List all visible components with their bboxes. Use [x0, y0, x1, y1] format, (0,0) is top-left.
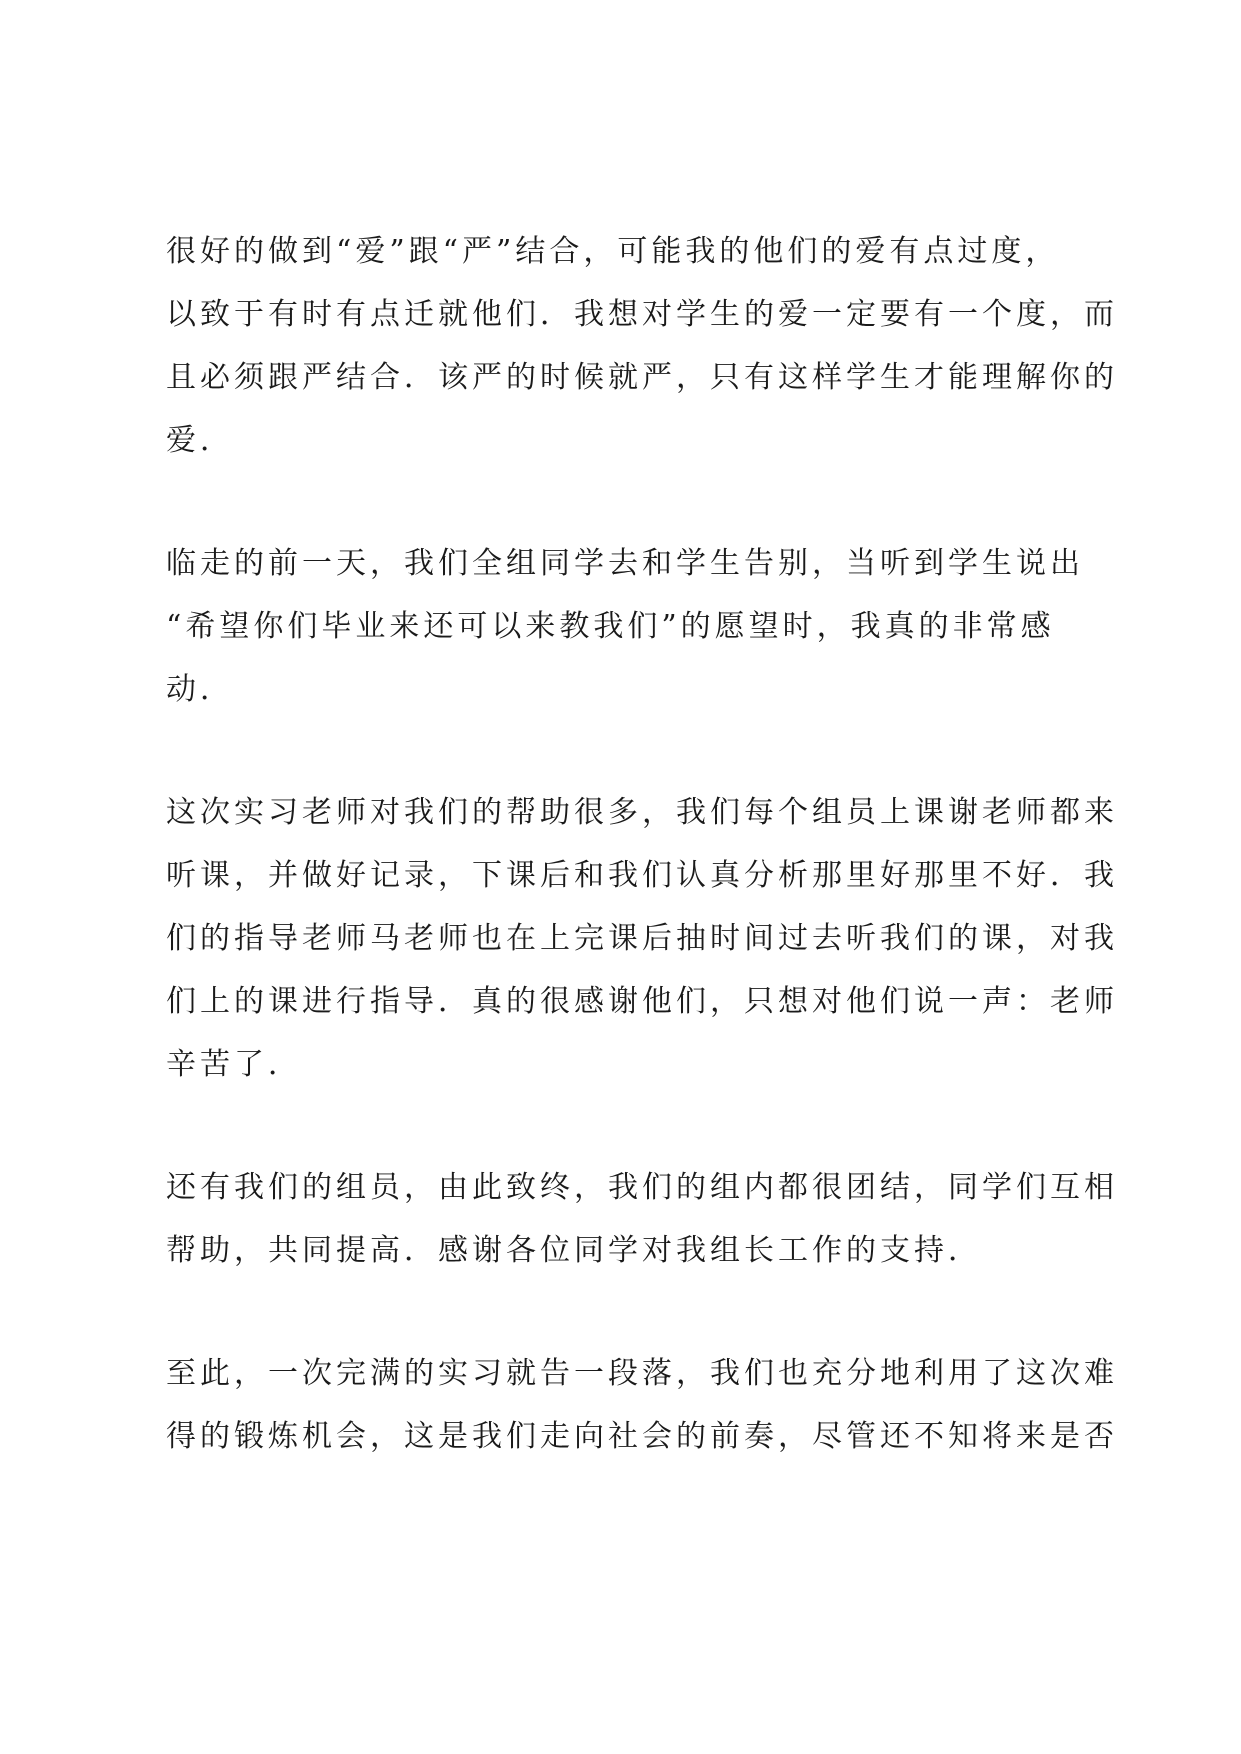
text-line: 还有我们的组员，由此致终，我们的组内都很团结，同学们互相	[166, 1170, 1118, 1205]
text-line: 们的指导老师马老师也在上完课后抽时间过去听我们的课，对我	[166, 921, 1118, 956]
paragraph-5	[166, 1342, 1118, 1468]
paragraph-3	[166, 781, 1118, 1096]
text-line: 临走的前一天，我们全组同学去和学生告别，当听到学生说出	[166, 546, 1084, 581]
text-line: 以致于有时有点迁就他们．我想对学生的爱一定要有一个度，而	[166, 297, 1118, 332]
text-line: 帮助，共同提高．感谢各位同学对我组长工作的支持．	[166, 1233, 982, 1268]
text-line: “希望你们毕业来还可以来教我们”的愿望时，我真的非常感	[166, 609, 1055, 644]
text-line: 至此，一次完满的实习就告一段落，我们也充分地利用了这次难	[166, 1356, 1118, 1391]
text-line: 动．	[166, 672, 234, 707]
text-line: 辛苦了．	[166, 1047, 302, 1082]
document-body	[166, 220, 1118, 1528]
paragraph-4	[166, 1156, 1118, 1282]
paragraph-2	[166, 532, 1096, 721]
text-line: 们上的课进行指导．真的很感谢他们，只想对他们说一声：老师	[166, 984, 1118, 1019]
text-line: 听课，并做好记录，下课后和我们认真分析那里好那里不好．我	[166, 858, 1118, 893]
text-line: 得的锻炼机会，这是我们走向社会的前奏，尽管还不知将来是否	[166, 1419, 1118, 1454]
text-line: 且必须跟严结合．该严的时候就严，只有这样学生才能理解你的	[166, 360, 1118, 395]
text-line: 爱．	[166, 423, 234, 458]
paragraph-1	[166, 220, 1118, 472]
text-line: 很好的做到“爱”跟“严”结合，可能我的他们的爱有点过度，	[166, 234, 1060, 269]
text-line: 这次实习老师对我们的帮助很多，我们每个组员上课谢老师都来	[166, 795, 1118, 830]
